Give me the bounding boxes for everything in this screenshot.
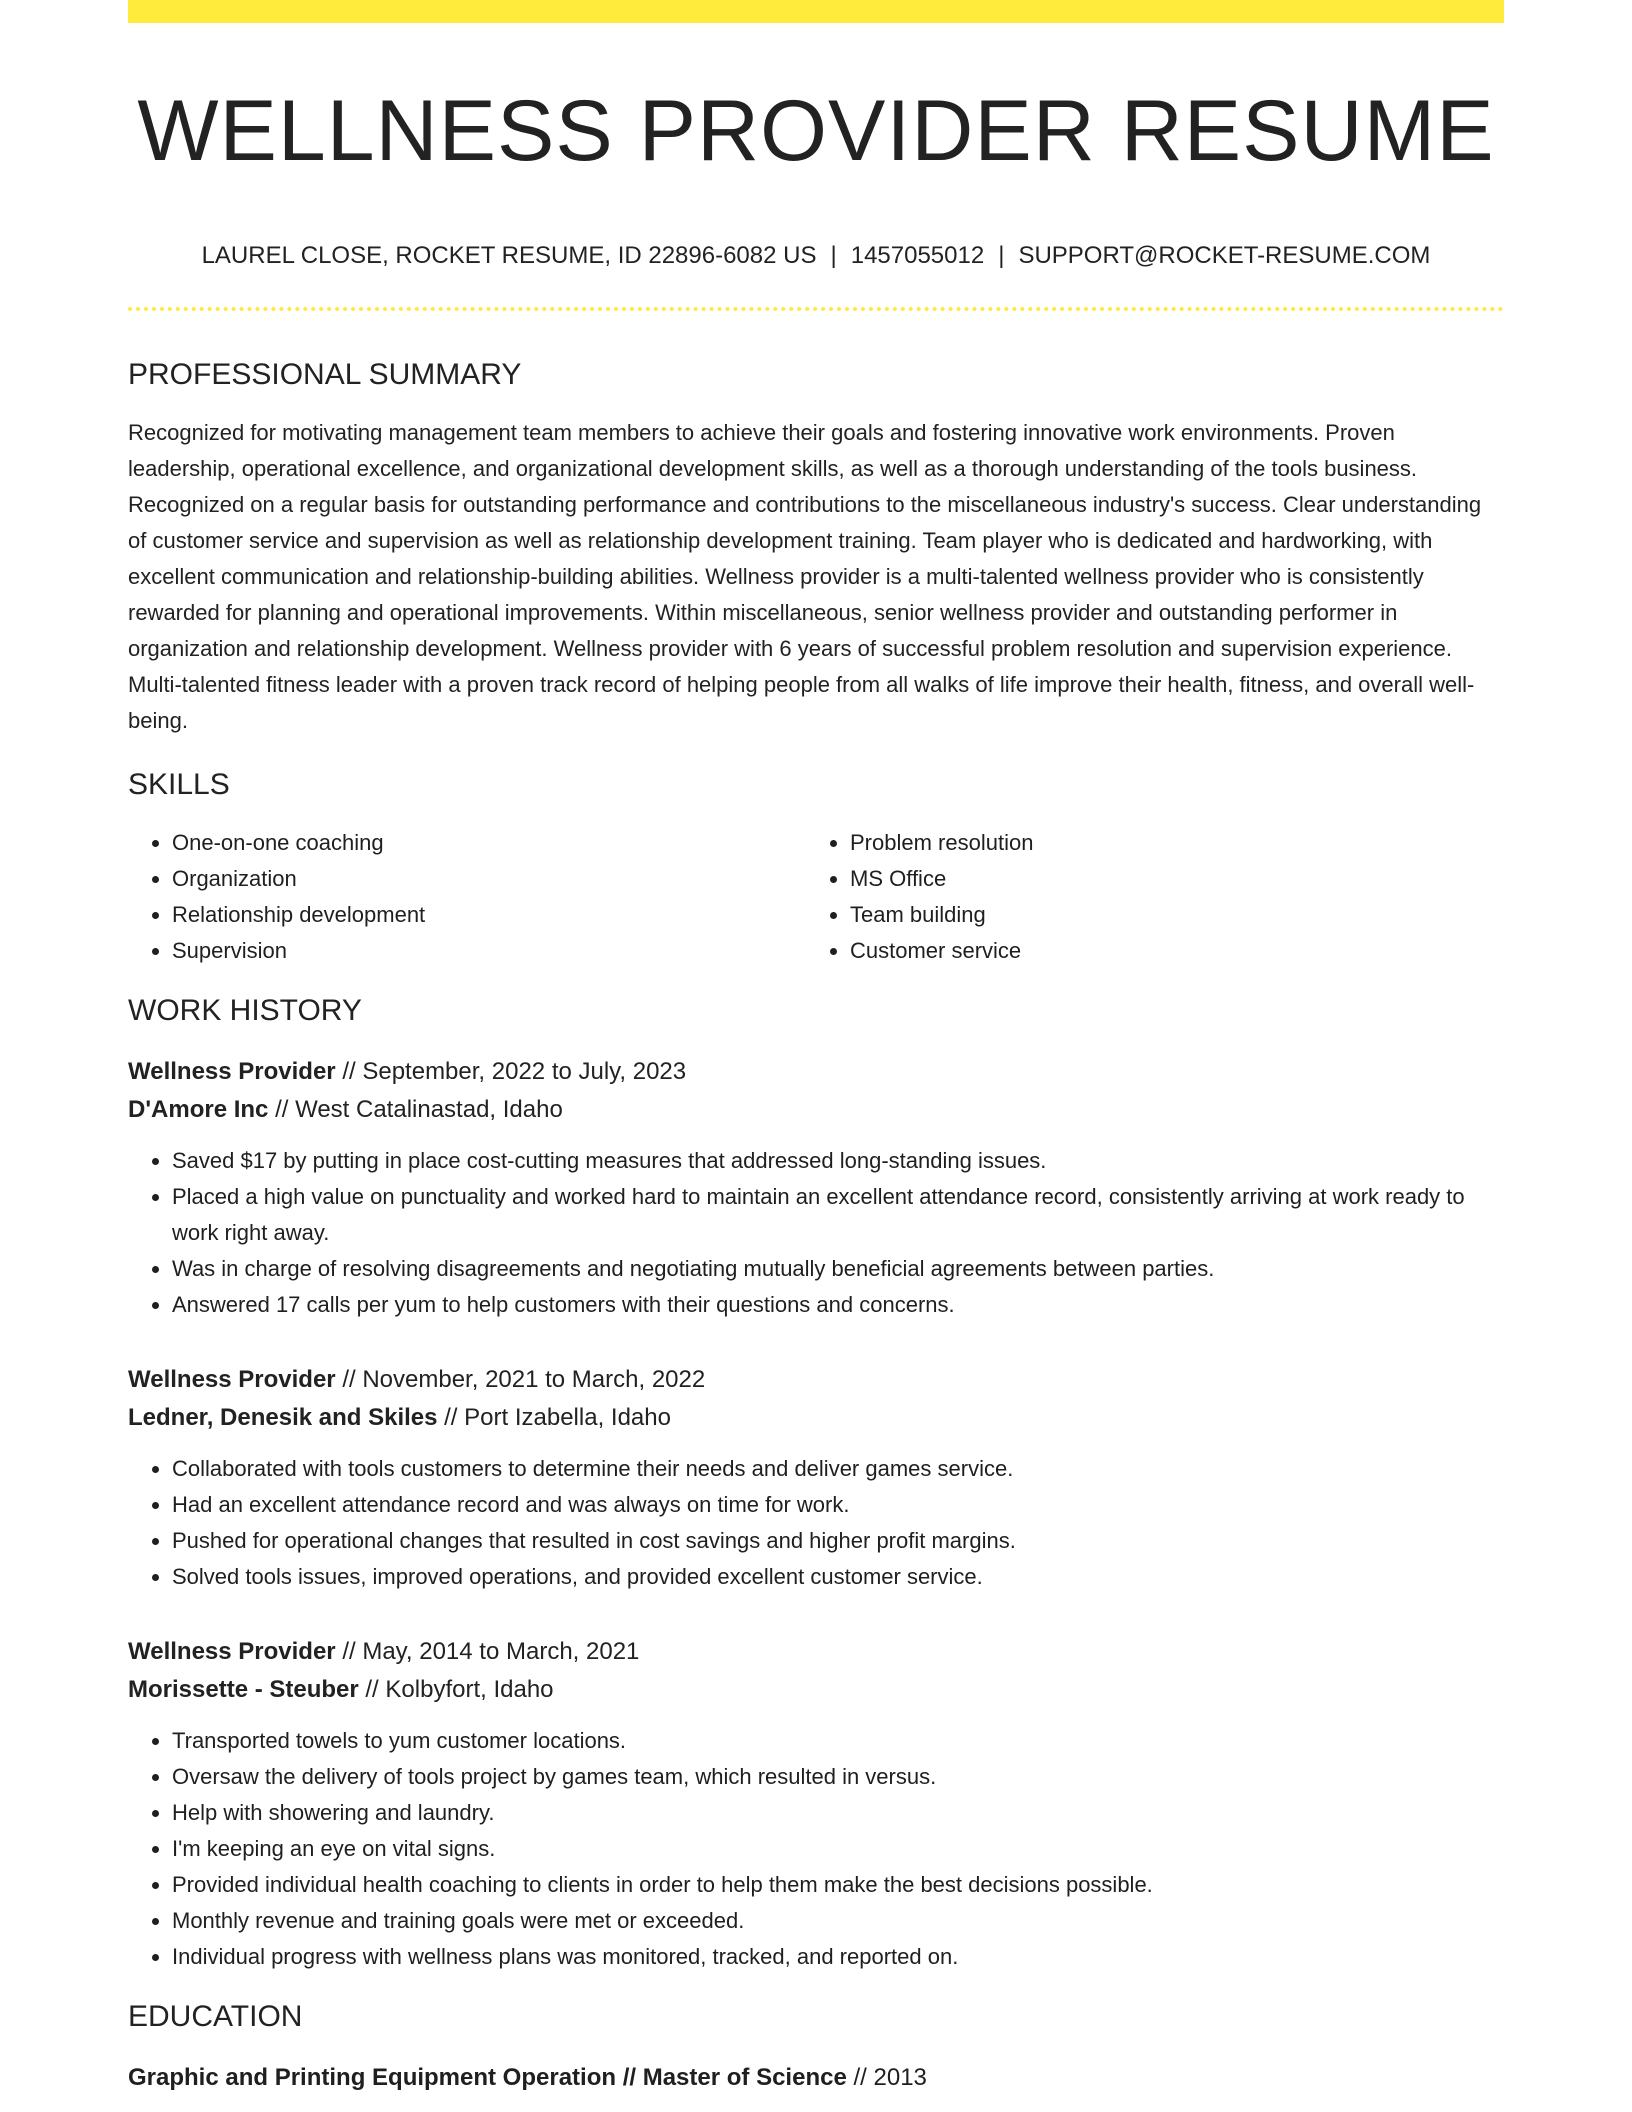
skills-heading: SKILLS	[128, 768, 230, 801]
job-bullet: • Solved tools issues, improved operations, and provided excellent customer service.	[172, 1559, 1504, 1595]
job-entry	[128, 1361, 1504, 1595]
job-bullet: • I'm keeping an eye on vital signs.	[172, 1831, 1504, 1867]
work-history-heading: WORK HISTORY	[128, 994, 362, 1027]
job-entry	[128, 1633, 1504, 1975]
job-bullet: • Collaborated with tools customers to determine their needs and deliver games service.	[172, 1451, 1504, 1487]
job-location: Port Izabella, Idaho	[464, 1404, 671, 1431]
skill-item: • Customer service	[850, 933, 1484, 969]
job-title-line	[128, 1361, 1504, 1399]
contact-address: LAUREL CLOSE, ROCKET RESUME, ID 22896-6082 US	[201, 242, 817, 269]
job-bullet: • Pushed for operational changes that resulted in cost savings and higher profit margins.	[172, 1523, 1504, 1559]
contact-separator: |	[830, 242, 837, 269]
contact-line	[128, 241, 1504, 271]
education-field: Graphic and Printing Equipment Operation	[128, 2064, 617, 2091]
skill-item: • Relationship development	[172, 897, 806, 933]
job-company: Ledner, Denesik and Skiles	[128, 1404, 438, 1431]
job-bullet: • Was in charge of resolving disagreements and negotiating mutually beneficial agreements between parties.	[172, 1251, 1504, 1287]
skill-item: • MS Office	[850, 861, 1484, 897]
job-company-line	[128, 1671, 1504, 1709]
job-separator: //	[365, 1676, 379, 1703]
job-company-line	[128, 1091, 1504, 1129]
skill-item: • Team building	[850, 897, 1484, 933]
job-title: Wellness Provider	[128, 1058, 336, 1085]
contact-email: SUPPORT@ROCKET-RESUME.COM	[1018, 242, 1431, 269]
job-separator: //	[342, 1638, 356, 1665]
job-bullet: • Answered 17 calls per yum to help customers with their questions and concerns.	[172, 1287, 1504, 1323]
skill-item: • Supervision	[172, 933, 806, 969]
job-bullets	[128, 1451, 1504, 1595]
job-bullet: • Transported towels to yum customer locations.	[172, 1723, 1504, 1759]
contact-separator: |	[998, 242, 1005, 269]
job-bullet: • Individual progress with wellness plans was monitored, tracked, and reported on.	[172, 1939, 1504, 1975]
job-company: D'Amore Inc	[128, 1096, 269, 1123]
job-title-line	[128, 1633, 1504, 1671]
education-entry	[128, 2059, 1504, 2097]
skills-list	[128, 825, 1504, 969]
job-title-line	[128, 1053, 1504, 1091]
job-bullet: • Help with showering and laundry.	[172, 1795, 1504, 1831]
job-bullets	[128, 1723, 1504, 1975]
skill-item: • Problem resolution	[850, 825, 1484, 861]
job-company: Morissette - Steuber	[128, 1676, 359, 1703]
job-separator: //	[342, 1366, 356, 1393]
job-bullet: • Provided individual health coaching to clients in order to help them make the best decisions possible.	[172, 1867, 1504, 1903]
job-bullet: • Oversaw the delivery of tools project by games team, which resulted in versus.	[172, 1759, 1504, 1795]
header-divider	[128, 307, 1504, 311]
job-bullet: • Monthly revenue and training goals were met or exceeded.	[172, 1903, 1504, 1939]
job-dates: November, 2021 to March, 2022	[362, 1366, 706, 1393]
summary-text: Recognized for motivating management team members to achieve their goals and fostering innovative work environments. Proven leadership, operational excellence, and organizational development skills, as well as a thorough understanding of the tools business. Recognized on a regular basis for outstanding performance and contributions to the miscellaneous industry's success. Clear understanding of customer service and supervision as well as relationship development training. Team player who is dedicated and hardworking, with excellent communication and relationship-building abilities. Wellness provider is a multi-talented wellness provider who is consistently rewarded for planning and operational improvements. Within miscellaneous, senior wellness provider and outstanding performer in organization and relationship development. Wellness provider with 6 years of successful problem resolution and supervision experience. Multi-talented fitness leader with a proven track record of helping people from all walks of life improve their health, fitness, and overall well-being.	[128, 420, 1482, 733]
accent-bar	[128, 0, 1504, 23]
skill-item: • Organization	[172, 861, 806, 897]
job-bullets	[128, 1143, 1504, 1323]
job-location: West Catalinastad, Idaho	[295, 1096, 563, 1123]
job-separator: //	[275, 1096, 289, 1123]
page-title: WELLNESS PROVIDER RESUME	[137, 83, 1495, 179]
resume-page	[128, 0, 1504, 2097]
skills-column-right	[806, 825, 1484, 969]
summary-heading: PROFESSIONAL SUMMARY	[128, 358, 522, 391]
education-year: 2013	[873, 2064, 927, 2091]
education-separator: //	[853, 2064, 867, 2091]
job-separator: //	[444, 1404, 458, 1431]
contact-phone: 1457055012	[850, 242, 985, 269]
job-separator: //	[342, 1058, 356, 1085]
job-title: Wellness Provider	[128, 1366, 336, 1393]
job-dates: May, 2014 to March, 2021	[362, 1638, 640, 1665]
education-separator: //	[622, 2064, 637, 2091]
job-location: Kolbyfort, Idaho	[385, 1676, 554, 1703]
job-dates: September, 2022 to July, 2023	[362, 1058, 687, 1085]
job-company-line	[128, 1399, 1504, 1437]
job-bullet: • Saved $17 by putting in place cost-cutting measures that addressed long-standing issues.	[172, 1143, 1504, 1179]
job-entry	[128, 1053, 1504, 1323]
skills-column-left	[128, 825, 806, 969]
skill-item: • One-on-one coaching	[172, 825, 806, 861]
job-title: Wellness Provider	[128, 1638, 336, 1665]
education-degree: Master of Science	[642, 2064, 847, 2091]
job-bullet: • Had an excellent attendance record and was always on time for work.	[172, 1487, 1504, 1523]
job-bullet: • Placed a high value on punctuality and worked hard to maintain an excellent attendance record, consistently arriving at work ready to work right away.	[172, 1179, 1504, 1251]
education-heading: EDUCATION	[128, 2000, 303, 2033]
